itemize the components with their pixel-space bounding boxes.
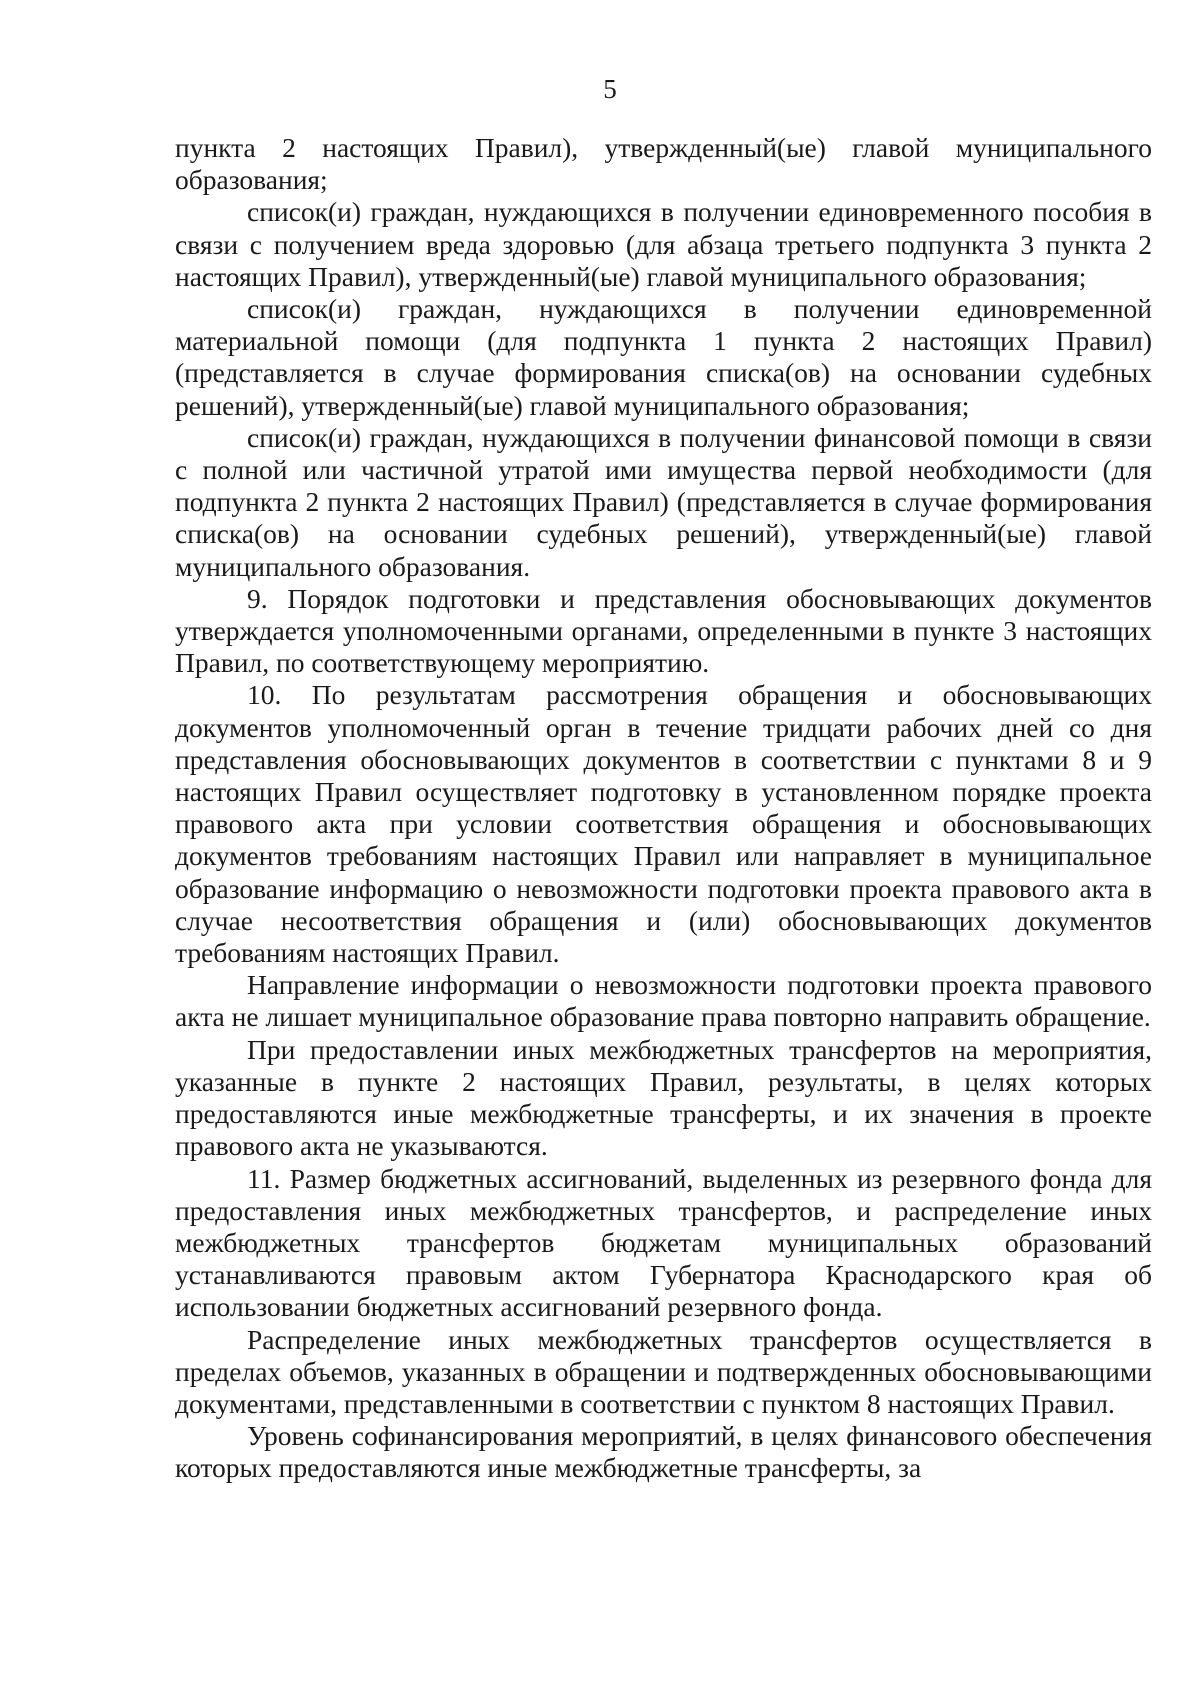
paragraph-distribution: Распределение иных межбюджетных трансфертов осуществляется в пределах объемов, указанных в обращении и подтвержденных обосновывающими документами, представленными в соответствии с пунктом 8 настоящих Правил. [175, 1323, 1152, 1419]
paragraph-continuation: пункта 2 настоящих Правил), утвержденный(ые) главой муниципального образования; [175, 132, 1152, 196]
paragraph-item-10: 10. По результатам рассмотрения обращения и обосновывающих документов уполномоченный орган в течение тридцати рабочих дней со дня представления обосновывающих документов в соответствии с пунктами 8 и 9 настоящих Правил осуществляет подготовку в установленном порядке проекта правового акта при условии соответствия обращения и обосновывающих документов требованиям настоящих Правил или направляет в муниципальное образование информацию о невозможности подготовки проекта правового акта в случае несоответствия обращения и (или) обосновывающих документов требованиям настоящих Правил. [175, 679, 1152, 969]
paragraph-item-9: 9. Порядок подготовки и представления обосновывающих документов утверждается уполномоченными органами, определенными в пункте 3 настоящих Правил, по соответствующему мероприятию. [175, 582, 1152, 679]
paragraph-list-financial-aid: список(и) граждан, нуждающихся в получении финансовой помощи в связи с полной или частичной утратой ими имущества первой необходимости (для подпункта 2 пункта 2 настоящих Правил) (представляется в случае формирования списка(ов) на основании судебных решений), утвержденный(ые) главой муниципального образования. [175, 421, 1152, 582]
paragraph-list-benefit: список(и) граждан, нуждающихся в получении единовременного пособия в связи с получением вреда здоровью (для абзаца третьего подпункта 3 пункта 2 настоящих Правил), утвержденный(ые) главой муниципального образования; [175, 196, 1152, 292]
document-body [175, 132, 1152, 1485]
paragraph-list-material-aid: список(и) граждан, нуждающихся в получении единовременной материальной помощи (для подпункта 1 пункта 2 настоящих Правил) (представляется в случае формирования списка(ов) на основании судебных решений), утвержденный(ые) главой муниципального образования; [175, 293, 1152, 421]
paragraph-transfers-results: При предоставлении иных межбюджетных трансфертов на мероприятия, указанные в пункте 2 настоящих Правил, результаты, в целях которых предоставляются иные межбюджетные трансферты, и их значения в проекте правового акта не указываются. [175, 1033, 1152, 1162]
paragraph-info-direction: Направление информации о невозможности подготовки проекта правового акта не лишает муниципальное образование права повторно направить обращение. [175, 969, 1152, 1033]
paragraph-cofinancing: Уровень софинансирования мероприятий, в целях финансового обеспечения которых предоставляются иные межбюджетные трансферты, за [175, 1420, 1152, 1484]
page-number: 5 [603, 74, 617, 104]
paragraph-item-11: 11. Размер бюджетных ассигнований, выделенных из резервного фонда для предоставления иных межбюджетных трансфертов, и распределение иных межбюджетных трансфертов бюджетам муниципальных образований устанавливаются правовым актом Губернатора Краснодарского края об использовании бюджетных ассигнований резервного фонда. [175, 1162, 1152, 1323]
